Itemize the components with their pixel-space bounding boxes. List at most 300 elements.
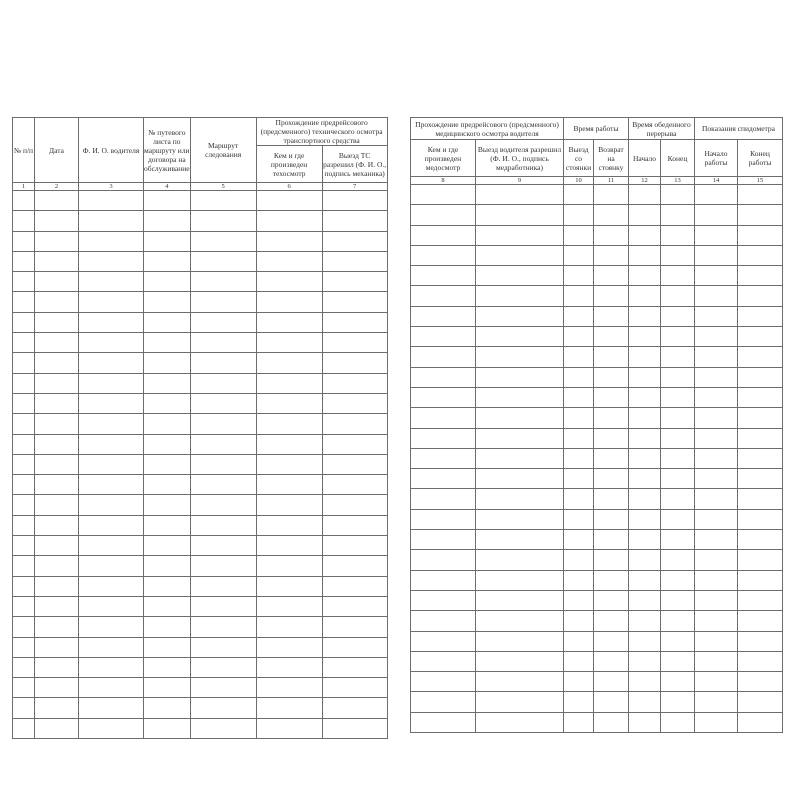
blank-cell[interactable] [564,428,594,448]
blank-cell[interactable] [594,469,629,489]
blank-cell[interactable] [144,434,191,454]
blank-cell[interactable] [661,611,695,631]
blank-cell[interactable] [476,590,564,610]
blank-cell[interactable] [564,367,594,387]
blank-cell[interactable] [144,333,191,353]
blank-cell[interactable] [411,469,476,489]
blank-cell[interactable] [738,387,783,407]
blank-cell[interactable] [144,373,191,393]
blank-cell[interactable] [13,353,35,373]
blank-cell[interactable] [594,245,629,265]
blank-cell[interactable] [256,637,322,657]
blank-cell[interactable] [190,698,256,718]
blank-cell[interactable] [738,672,783,692]
blank-cell[interactable] [661,266,695,286]
blank-cell[interactable] [144,414,191,434]
blank-cell[interactable] [411,651,476,671]
blank-cell[interactable] [695,306,738,326]
blank-cell[interactable] [144,556,191,576]
blank-cell[interactable] [35,251,79,271]
blank-cell[interactable] [190,515,256,535]
blank-cell[interactable] [695,712,738,732]
blank-cell[interactable] [79,292,144,312]
blank-cell[interactable] [629,570,661,590]
blank-cell[interactable] [695,347,738,367]
blank-cell[interactable] [661,327,695,347]
blank-cell[interactable] [695,408,738,428]
blank-cell[interactable] [629,408,661,428]
blank-cell[interactable] [738,205,783,225]
blank-cell[interactable] [322,718,387,738]
blank-cell[interactable] [411,266,476,286]
blank-cell[interactable] [661,367,695,387]
blank-cell[interactable] [476,347,564,367]
blank-cell[interactable] [79,698,144,718]
blank-cell[interactable] [594,550,629,570]
blank-cell[interactable] [322,373,387,393]
blank-cell[interactable] [35,556,79,576]
blank-cell[interactable] [594,651,629,671]
blank-cell[interactable] [13,718,35,738]
blank-cell[interactable] [144,292,191,312]
blank-cell[interactable] [144,637,191,657]
blank-cell[interactable] [661,448,695,468]
blank-cell[interactable] [322,434,387,454]
blank-cell[interactable] [738,225,783,245]
blank-cell[interactable] [411,367,476,387]
blank-cell[interactable] [144,718,191,738]
blank-cell[interactable] [661,306,695,326]
blank-cell[interactable] [738,266,783,286]
blank-cell[interactable] [564,469,594,489]
blank-cell[interactable] [564,387,594,407]
blank-cell[interactable] [695,428,738,448]
blank-cell[interactable] [322,454,387,474]
blank-cell[interactable] [79,495,144,515]
blank-cell[interactable] [256,292,322,312]
blank-cell[interactable] [256,657,322,677]
blank-cell[interactable] [738,712,783,732]
blank-cell[interactable] [476,306,564,326]
blank-cell[interactable] [594,448,629,468]
blank-cell[interactable] [322,393,387,413]
blank-cell[interactable] [35,536,79,556]
blank-cell[interactable] [661,672,695,692]
blank-cell[interactable] [13,292,35,312]
blank-cell[interactable] [476,611,564,631]
blank-cell[interactable] [411,448,476,468]
blank-cell[interactable] [190,678,256,698]
blank-cell[interactable] [564,712,594,732]
blank-cell[interactable] [13,475,35,495]
blank-cell[interactable] [476,408,564,428]
blank-cell[interactable] [738,428,783,448]
blank-cell[interactable] [256,475,322,495]
blank-cell[interactable] [35,292,79,312]
blank-cell[interactable] [411,590,476,610]
blank-cell[interactable] [629,245,661,265]
blank-cell[interactable] [476,672,564,692]
blank-cell[interactable] [35,678,79,698]
blank-cell[interactable] [661,245,695,265]
blank-cell[interactable] [594,489,629,509]
blank-cell[interactable] [594,205,629,225]
blank-cell[interactable] [738,448,783,468]
blank-cell[interactable] [35,353,79,373]
blank-cell[interactable] [79,312,144,332]
blank-cell[interactable] [322,556,387,576]
blank-cell[interactable] [564,408,594,428]
blank-cell[interactable] [738,530,783,550]
blank-cell[interactable] [695,367,738,387]
blank-cell[interactable] [476,631,564,651]
blank-cell[interactable] [144,272,191,292]
blank-cell[interactable] [79,576,144,596]
blank-cell[interactable] [79,191,144,211]
blank-cell[interactable] [190,536,256,556]
blank-cell[interactable] [411,225,476,245]
blank-cell[interactable] [322,333,387,353]
blank-cell[interactable] [144,393,191,413]
blank-cell[interactable] [564,550,594,570]
blank-cell[interactable] [476,428,564,448]
blank-cell[interactable] [13,515,35,535]
blank-cell[interactable] [190,393,256,413]
blank-cell[interactable] [629,509,661,529]
blank-cell[interactable] [411,550,476,570]
blank-cell[interactable] [256,272,322,292]
blank-cell[interactable] [144,698,191,718]
blank-cell[interactable] [629,631,661,651]
blank-cell[interactable] [629,185,661,205]
blank-cell[interactable] [476,245,564,265]
blank-cell[interactable] [695,590,738,610]
blank-cell[interactable] [79,596,144,616]
blank-cell[interactable] [322,637,387,657]
blank-cell[interactable] [738,245,783,265]
blank-cell[interactable] [411,387,476,407]
blank-cell[interactable] [35,698,79,718]
blank-cell[interactable] [79,556,144,576]
blank-cell[interactable] [13,536,35,556]
blank-cell[interactable] [190,251,256,271]
blank-cell[interactable] [594,327,629,347]
blank-cell[interactable] [256,393,322,413]
blank-cell[interactable] [35,312,79,332]
blank-cell[interactable] [629,205,661,225]
blank-cell[interactable] [35,596,79,616]
blank-cell[interactable] [476,489,564,509]
blank-cell[interactable] [594,347,629,367]
blank-cell[interactable] [190,576,256,596]
blank-cell[interactable] [79,678,144,698]
blank-cell[interactable] [256,414,322,434]
blank-cell[interactable] [695,469,738,489]
blank-cell[interactable] [144,495,191,515]
blank-cell[interactable] [476,469,564,489]
blank-cell[interactable] [411,306,476,326]
blank-cell[interactable] [564,631,594,651]
blank-cell[interactable] [564,347,594,367]
blank-cell[interactable] [190,353,256,373]
blank-cell[interactable] [256,434,322,454]
blank-cell[interactable] [629,306,661,326]
blank-cell[interactable] [13,251,35,271]
blank-cell[interactable] [322,536,387,556]
blank-cell[interactable] [322,312,387,332]
blank-cell[interactable] [13,211,35,231]
blank-cell[interactable] [629,672,661,692]
blank-cell[interactable] [79,454,144,474]
blank-cell[interactable] [695,611,738,631]
blank-cell[interactable] [629,286,661,306]
blank-cell[interactable] [411,489,476,509]
blank-cell[interactable] [661,387,695,407]
blank-cell[interactable] [476,570,564,590]
blank-cell[interactable] [695,692,738,712]
blank-cell[interactable] [476,692,564,712]
blank-cell[interactable] [476,550,564,570]
blank-cell[interactable] [256,191,322,211]
blank-cell[interactable] [13,333,35,353]
blank-cell[interactable] [322,414,387,434]
blank-cell[interactable] [13,393,35,413]
blank-cell[interactable] [322,596,387,616]
blank-cell[interactable] [661,712,695,732]
blank-cell[interactable] [322,475,387,495]
blank-cell[interactable] [411,530,476,550]
blank-cell[interactable] [322,698,387,718]
blank-cell[interactable] [564,530,594,550]
blank-cell[interactable] [190,191,256,211]
blank-cell[interactable] [594,225,629,245]
blank-cell[interactable] [79,617,144,637]
blank-cell[interactable] [594,530,629,550]
blank-cell[interactable] [190,292,256,312]
blank-cell[interactable] [738,347,783,367]
blank-cell[interactable] [411,327,476,347]
blank-cell[interactable] [190,414,256,434]
blank-cell[interactable] [564,590,594,610]
blank-cell[interactable] [35,637,79,657]
blank-cell[interactable] [190,495,256,515]
blank-cell[interactable] [190,617,256,637]
blank-cell[interactable] [476,205,564,225]
blank-cell[interactable] [411,245,476,265]
blank-cell[interactable] [594,611,629,631]
blank-cell[interactable] [629,692,661,712]
blank-cell[interactable] [13,272,35,292]
blank-cell[interactable] [661,631,695,651]
blank-cell[interactable] [695,205,738,225]
blank-cell[interactable] [738,611,783,631]
blank-cell[interactable] [661,570,695,590]
blank-cell[interactable] [411,428,476,448]
blank-cell[interactable] [695,327,738,347]
blank-cell[interactable] [695,672,738,692]
blank-cell[interactable] [738,570,783,590]
blank-cell[interactable] [564,489,594,509]
blank-cell[interactable] [629,327,661,347]
blank-cell[interactable] [79,475,144,495]
blank-cell[interactable] [661,286,695,306]
blank-cell[interactable] [661,651,695,671]
blank-cell[interactable] [476,185,564,205]
blank-cell[interactable] [695,387,738,407]
blank-cell[interactable] [13,617,35,637]
blank-cell[interactable] [190,718,256,738]
blank-cell[interactable] [411,347,476,367]
blank-cell[interactable] [190,657,256,677]
blank-cell[interactable] [322,617,387,637]
blank-cell[interactable] [322,231,387,251]
blank-cell[interactable] [256,211,322,231]
blank-cell[interactable] [738,185,783,205]
blank-cell[interactable] [629,489,661,509]
blank-cell[interactable] [594,509,629,529]
blank-cell[interactable] [144,454,191,474]
blank-cell[interactable] [190,454,256,474]
blank-cell[interactable] [35,191,79,211]
blank-cell[interactable] [594,570,629,590]
blank-cell[interactable] [564,651,594,671]
blank-cell[interactable] [35,231,79,251]
blank-cell[interactable] [322,191,387,211]
blank-cell[interactable] [190,312,256,332]
blank-cell[interactable] [564,266,594,286]
blank-cell[interactable] [594,286,629,306]
blank-cell[interactable] [411,286,476,306]
blank-cell[interactable] [35,373,79,393]
blank-cell[interactable] [738,489,783,509]
blank-cell[interactable] [190,373,256,393]
blank-cell[interactable] [322,678,387,698]
blank-cell[interactable] [695,489,738,509]
blank-cell[interactable] [35,211,79,231]
blank-cell[interactable] [661,489,695,509]
blank-cell[interactable] [13,596,35,616]
blank-cell[interactable] [13,312,35,332]
blank-cell[interactable] [79,536,144,556]
blank-cell[interactable] [79,393,144,413]
blank-cell[interactable] [256,231,322,251]
blank-cell[interactable] [144,617,191,637]
blank-cell[interactable] [476,712,564,732]
blank-cell[interactable] [661,469,695,489]
blank-cell[interactable] [322,292,387,312]
blank-cell[interactable] [35,434,79,454]
blank-cell[interactable] [190,333,256,353]
blank-cell[interactable] [695,448,738,468]
blank-cell[interactable] [79,333,144,353]
blank-cell[interactable] [695,225,738,245]
blank-cell[interactable] [322,272,387,292]
blank-cell[interactable] [411,570,476,590]
blank-cell[interactable] [738,651,783,671]
blank-cell[interactable] [629,550,661,570]
blank-cell[interactable] [322,211,387,231]
blank-cell[interactable] [695,286,738,306]
blank-cell[interactable] [629,712,661,732]
blank-cell[interactable] [144,312,191,332]
blank-cell[interactable] [476,367,564,387]
blank-cell[interactable] [322,576,387,596]
blank-cell[interactable] [629,347,661,367]
blank-cell[interactable] [322,657,387,677]
blank-cell[interactable] [695,530,738,550]
blank-cell[interactable] [190,475,256,495]
blank-cell[interactable] [13,495,35,515]
blank-cell[interactable] [13,657,35,677]
blank-cell[interactable] [661,408,695,428]
blank-cell[interactable] [144,576,191,596]
blank-cell[interactable] [695,245,738,265]
blank-cell[interactable] [564,286,594,306]
blank-cell[interactable] [661,225,695,245]
blank-cell[interactable] [476,530,564,550]
blank-cell[interactable] [476,286,564,306]
blank-cell[interactable] [256,678,322,698]
blank-cell[interactable] [594,367,629,387]
blank-cell[interactable] [564,692,594,712]
blank-cell[interactable] [411,205,476,225]
blank-cell[interactable] [738,327,783,347]
blank-cell[interactable] [144,536,191,556]
blank-cell[interactable] [79,637,144,657]
blank-cell[interactable] [476,266,564,286]
blank-cell[interactable] [629,387,661,407]
blank-cell[interactable] [411,631,476,651]
blank-cell[interactable] [661,428,695,448]
blank-cell[interactable] [476,448,564,468]
blank-cell[interactable] [661,509,695,529]
blank-cell[interactable] [35,515,79,535]
blank-cell[interactable] [476,327,564,347]
blank-cell[interactable] [35,495,79,515]
blank-cell[interactable] [411,185,476,205]
blank-cell[interactable] [322,251,387,271]
blank-cell[interactable] [190,556,256,576]
blank-cell[interactable] [35,393,79,413]
blank-cell[interactable] [79,272,144,292]
blank-cell[interactable] [738,286,783,306]
blank-cell[interactable] [594,428,629,448]
blank-cell[interactable] [738,367,783,387]
blank-cell[interactable] [661,530,695,550]
blank-cell[interactable] [256,373,322,393]
blank-cell[interactable] [13,678,35,698]
blank-cell[interactable] [144,596,191,616]
blank-cell[interactable] [13,373,35,393]
blank-cell[interactable] [661,590,695,610]
blank-cell[interactable] [564,327,594,347]
blank-cell[interactable] [629,448,661,468]
blank-cell[interactable] [629,266,661,286]
blank-cell[interactable] [594,712,629,732]
blank-cell[interactable] [144,678,191,698]
blank-cell[interactable] [13,414,35,434]
blank-cell[interactable] [695,266,738,286]
blank-cell[interactable] [564,611,594,631]
blank-cell[interactable] [411,712,476,732]
blank-cell[interactable] [695,550,738,570]
blank-cell[interactable] [35,617,79,637]
blank-cell[interactable] [629,428,661,448]
blank-cell[interactable] [13,454,35,474]
blank-cell[interactable] [35,454,79,474]
blank-cell[interactable] [322,353,387,373]
blank-cell[interactable] [13,637,35,657]
